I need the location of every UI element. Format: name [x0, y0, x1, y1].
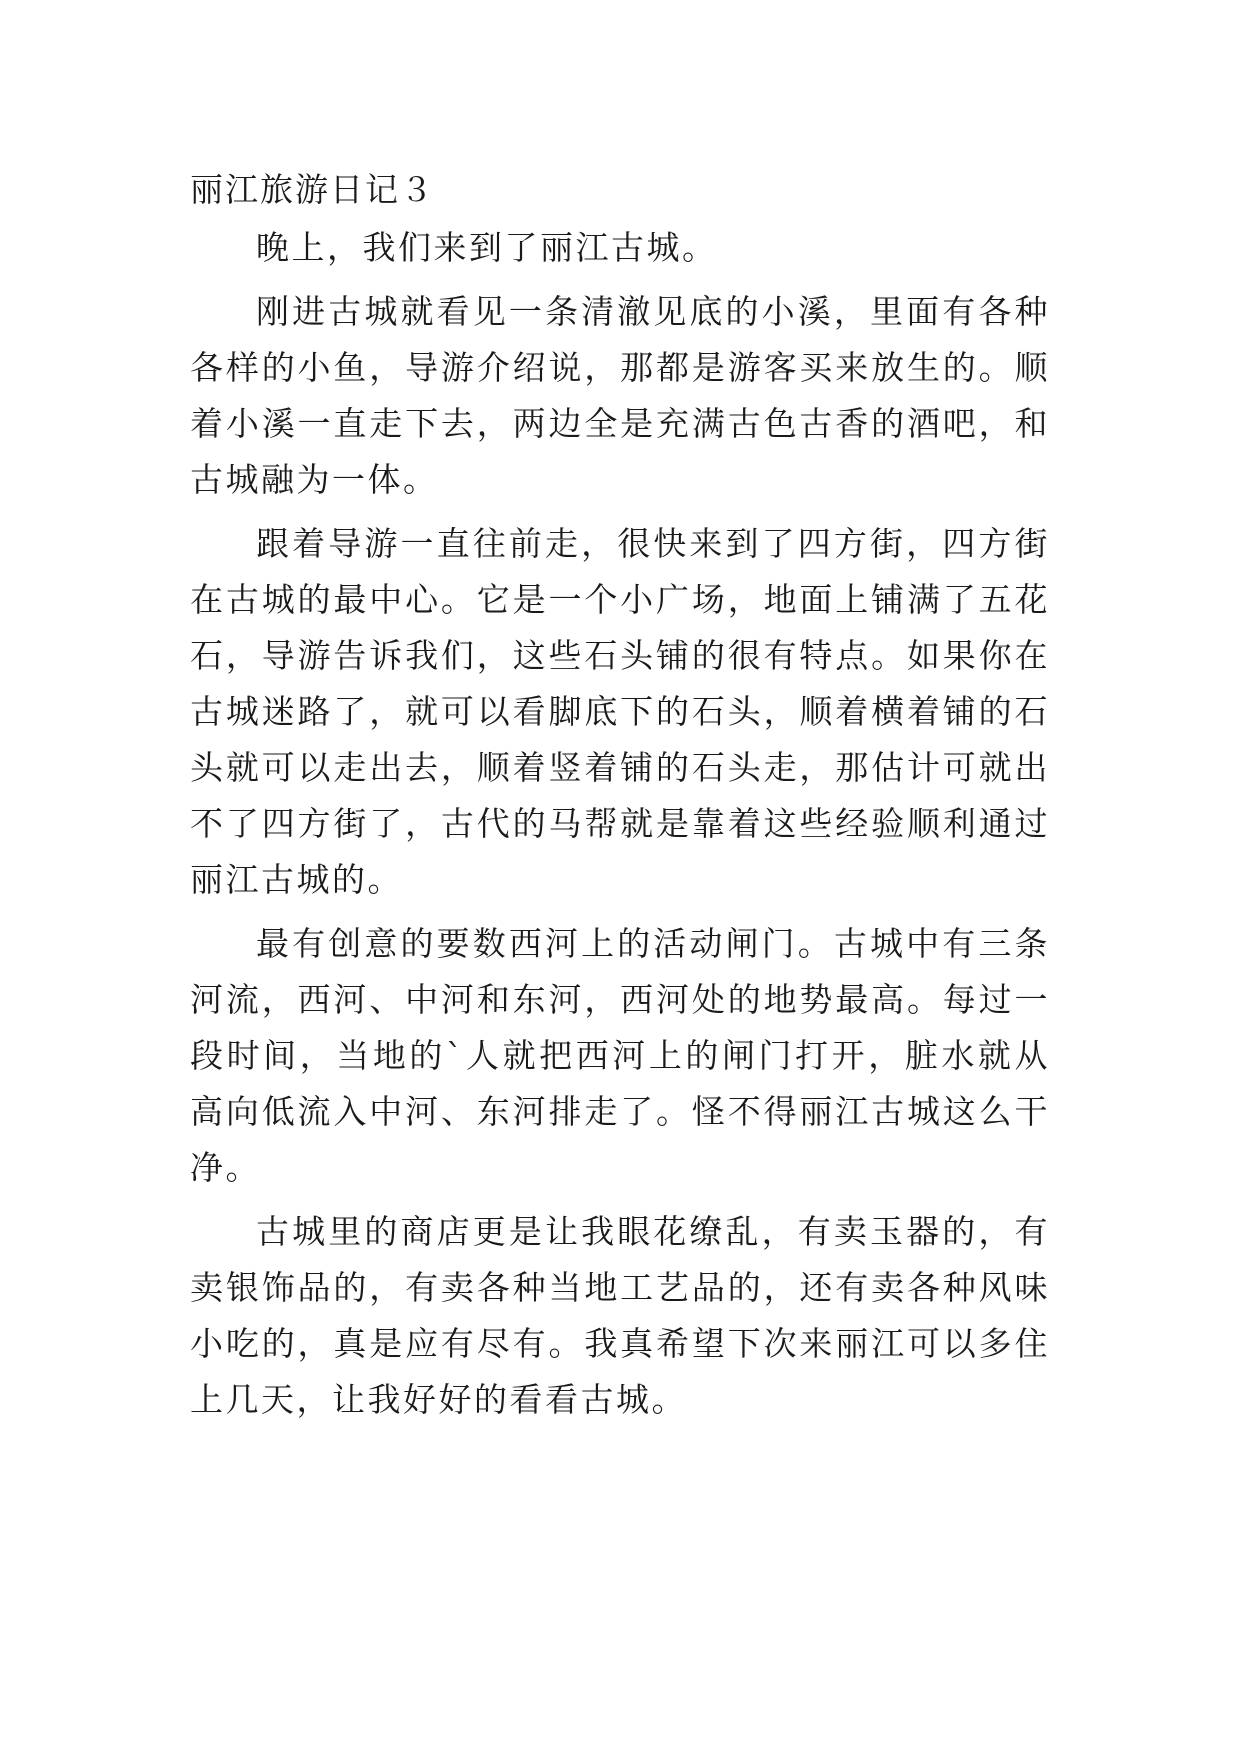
paragraph-1: 晚上，我们来到了丽江古城。: [256, 228, 718, 267]
paragraph-5: 古城里的商店更是让我眼花缭乱，有卖玉器的，有卖银饰品的，有卖各种当地工艺品的，还有卖各种风味小吃的，真是应有尽有。我真希望下次来丽江可以多住上几天，让我好好的看看古城。: [190, 1212, 1050, 1419]
document-title: 丽江旅游日记３: [190, 170, 435, 209]
document-body: [190, 160, 1050, 1436]
paragraph-2: 刚进古城就看见一条清澈见底的小溪，里面有各种各样的小鱼，导游介绍说，那都是游客买来放生的。顺着小溪一直走下去，两边全是充满古色古香的酒吧，和古城融为一体。: [190, 292, 1050, 499]
paragraph-4: 最有创意的要数西河上的活动闸门。古城中有三条河流，西河、中河和东河，西河处的地势最高。每过一段时间，当地的`人就把西河上的闸门打开，脏水就从高向低流入中河、东河排走了。怪不得丽江古城这么干净。: [190, 924, 1050, 1187]
paragraph-3: 跟着导游一直往前走，很快来到了四方街，四方街在古城的最中心。它是一个小广场，地面上铺满了五花石，导游告诉我们，这些石头铺的很有特点。如果你在古城迷路了，就可以看脚底下的石头，顺着横着铺的石头就可以走出去，顺着竖着铺的石头走，那估计可就出不了四方街了，古代的马帮就是靠着这些经验顺利通过丽江古城的。: [190, 524, 1050, 899]
